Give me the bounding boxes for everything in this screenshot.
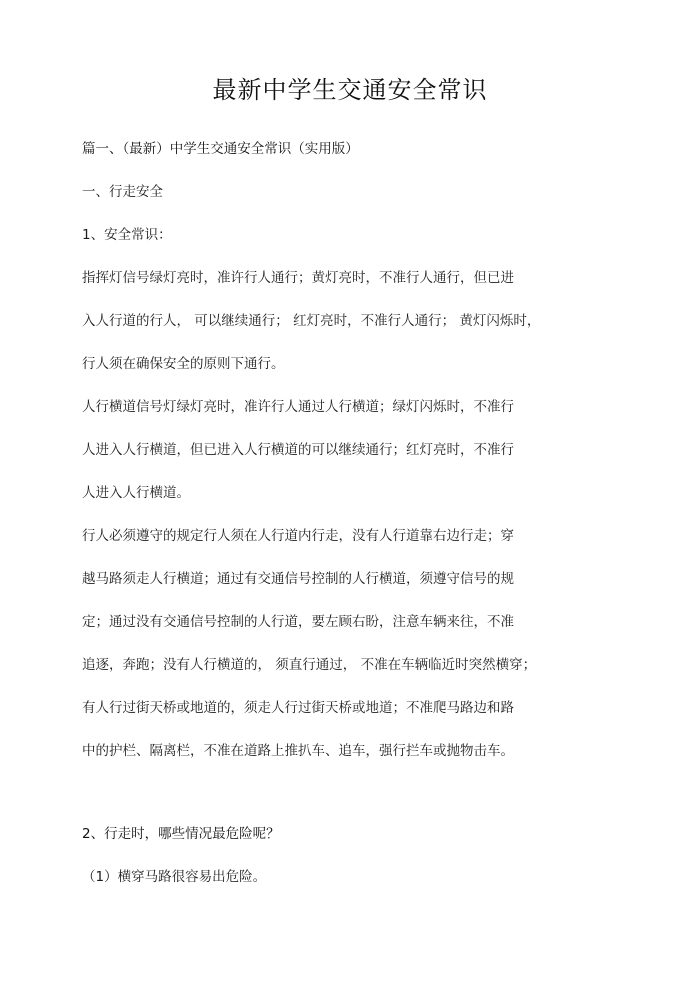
- sub-item: （1）横穿马路很容易出危险。: [82, 869, 267, 885]
- paragraph-line: 行人须在确保安全的原则下通行。: [82, 356, 285, 372]
- paragraph-line: 定；通过没有交通信号控制的人行道，要左顾右盼，注意车辆来往，不准: [82, 614, 514, 630]
- paragraph-line: 越马路须走人行横道；通过有交通信号控制的人行横道，须遵守信号的规: [82, 571, 514, 587]
- paragraph-line: 人进入人行横道，但已进入人行横道的可以继续通行；红灯亮时，不准行: [82, 442, 514, 458]
- paragraph-line: 行人必须遵守的规定行人须在人行道内行走，没有人行道靠右边行走；穿: [82, 528, 514, 544]
- subsection-heading: 一、行走安全: [82, 184, 163, 200]
- paragraph-line: 有人行过街天桥或地道的，须走人行过街天桥或地道；不准爬马路边和路: [82, 700, 514, 716]
- paragraph-line: 中的护栏、隔离栏，不准在道路上推扒车、追车，强行拦车或抛物击车。: [82, 743, 514, 759]
- paragraph-line: 入人行道的行人， 可以继续通行； 红灯亮时，不准行人通行； 黄灯闪烁时，: [82, 313, 541, 329]
- paragraph-line: 追逐，奔跑；没有人行横道的， 须直行通过， 不准在车辆临近时突然横穿；: [82, 657, 537, 673]
- item-heading: 1、安全常识：: [82, 227, 172, 243]
- paragraph-line: 人进入人行横道。: [82, 485, 190, 501]
- paragraph-line: 人行横道信号灯绿灯亮时，准许行人通过人行横道；绿灯闪烁时，不准行: [82, 399, 514, 415]
- item-heading: 2、行走时，哪些情况最危险呢？: [82, 826, 280, 842]
- paragraph-line: 指挥灯信号绿灯亮时，准许行人通行；黄灯亮时，不准行人通行，但已进: [82, 270, 514, 286]
- section-heading: 篇一、（最新）中学生交通安全常识（实用版）: [82, 141, 359, 157]
- document-title: 最新中学生交通安全常识: [212, 76, 488, 104]
